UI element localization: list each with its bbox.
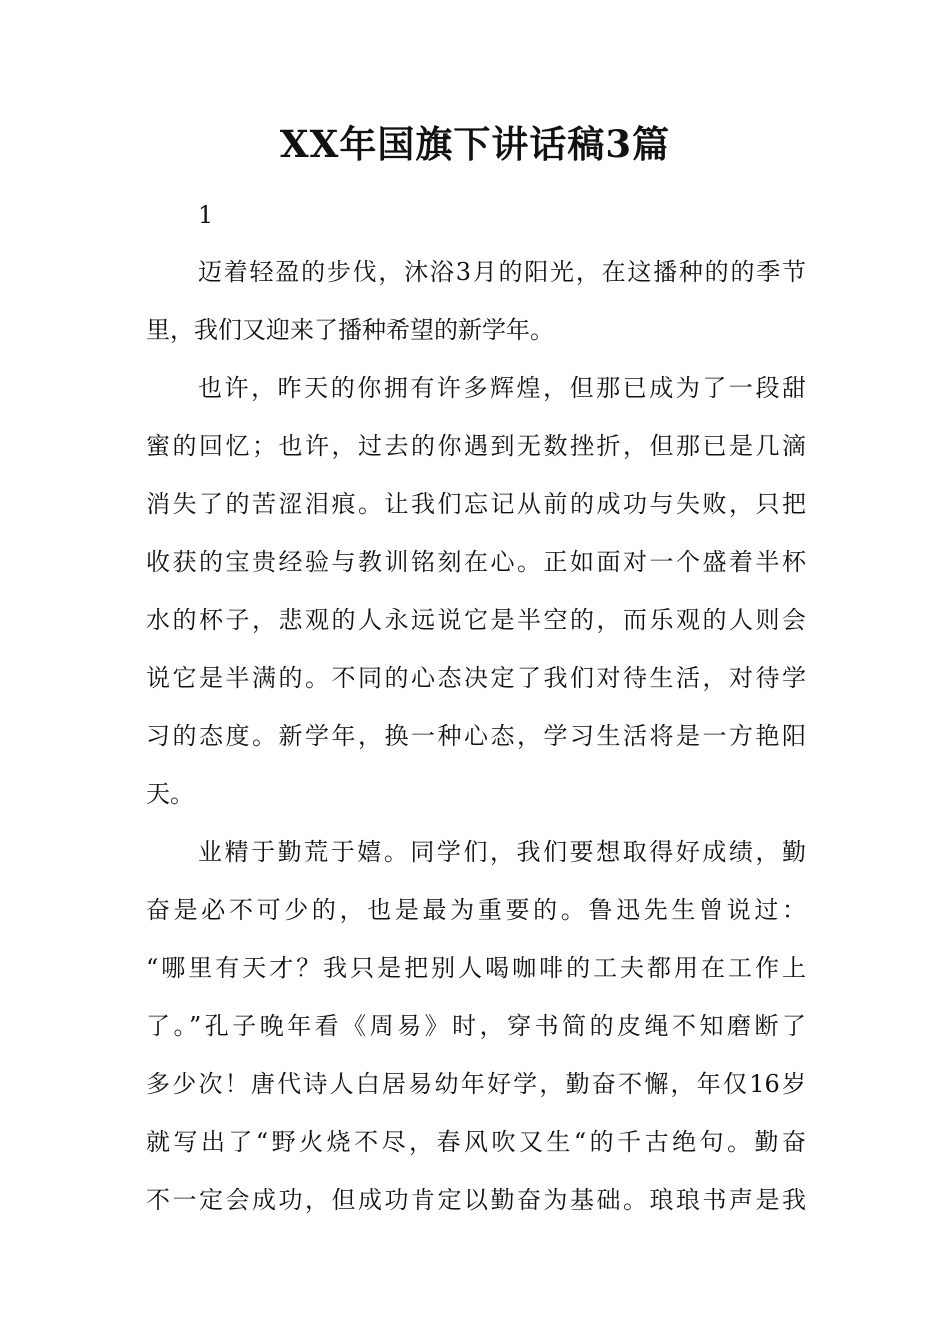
paragraph-line: “哪里有天才？我只是把别人喝咖啡的工夫都用在工作上 bbox=[146, 954, 806, 982]
paragraph-line: 说它是半满的。不同的心态决定了我们对待生活，对待学 bbox=[146, 664, 806, 692]
paragraph-line: 业精于勤荒于嬉。同学们，我们要想取得好成绩，勤 bbox=[198, 838, 806, 866]
paragraph-line: 收获的宝贵经验与教训铭刻在心。正如面对一个盛着半杯 bbox=[146, 548, 806, 576]
paragraph-line: 就写出了“野火烧不尽，春风吹又生“的千古绝句。勤奋 bbox=[146, 1128, 806, 1156]
section-number: 1 bbox=[198, 201, 214, 229]
paragraph-line: 奋是必不可少的，也是最为重要的。鲁迅先生曾说过： bbox=[146, 896, 806, 924]
paragraph-line: 天。 bbox=[146, 780, 194, 808]
paragraph-line: 也许，昨天的你拥有许多辉煌，但那已成为了一段甜 bbox=[198, 374, 806, 402]
paragraph-line: 里，我们又迎来了播种希望的新学年。 bbox=[146, 316, 554, 344]
paragraph-line: 多少次！唐代诗人白居易幼年好学，勤奋不懈，年仅16岁 bbox=[146, 1070, 806, 1098]
paragraph-line: 习的态度。新学年，换一种心态，学习生活将是一方艳阳 bbox=[146, 722, 806, 750]
paragraph-line: 了。”孔子晚年看《周易》时，穿书简的皮绳不知磨断了 bbox=[146, 1012, 806, 1040]
document-title: XX年国旗下讲话稿3篇 bbox=[279, 122, 671, 166]
paragraph-line: 消失了的苦涩泪痕。让我们忘记从前的成功与失败，只把 bbox=[146, 490, 806, 518]
paragraph-line: 蜜的回忆；也许，过去的你遇到无数挫折，但那已是几滴 bbox=[146, 432, 806, 460]
paragraph-line: 迈着轻盈的步伐，沐浴3月的阳光，在这播种的的季节 bbox=[198, 258, 806, 286]
paragraph-line: 不一定会成功，但成功肯定以勤奋为基础。琅琅书声是我 bbox=[146, 1186, 806, 1214]
paragraph-line: 水的杯子，悲观的人永远说它是半空的，而乐观的人则会 bbox=[146, 606, 806, 634]
